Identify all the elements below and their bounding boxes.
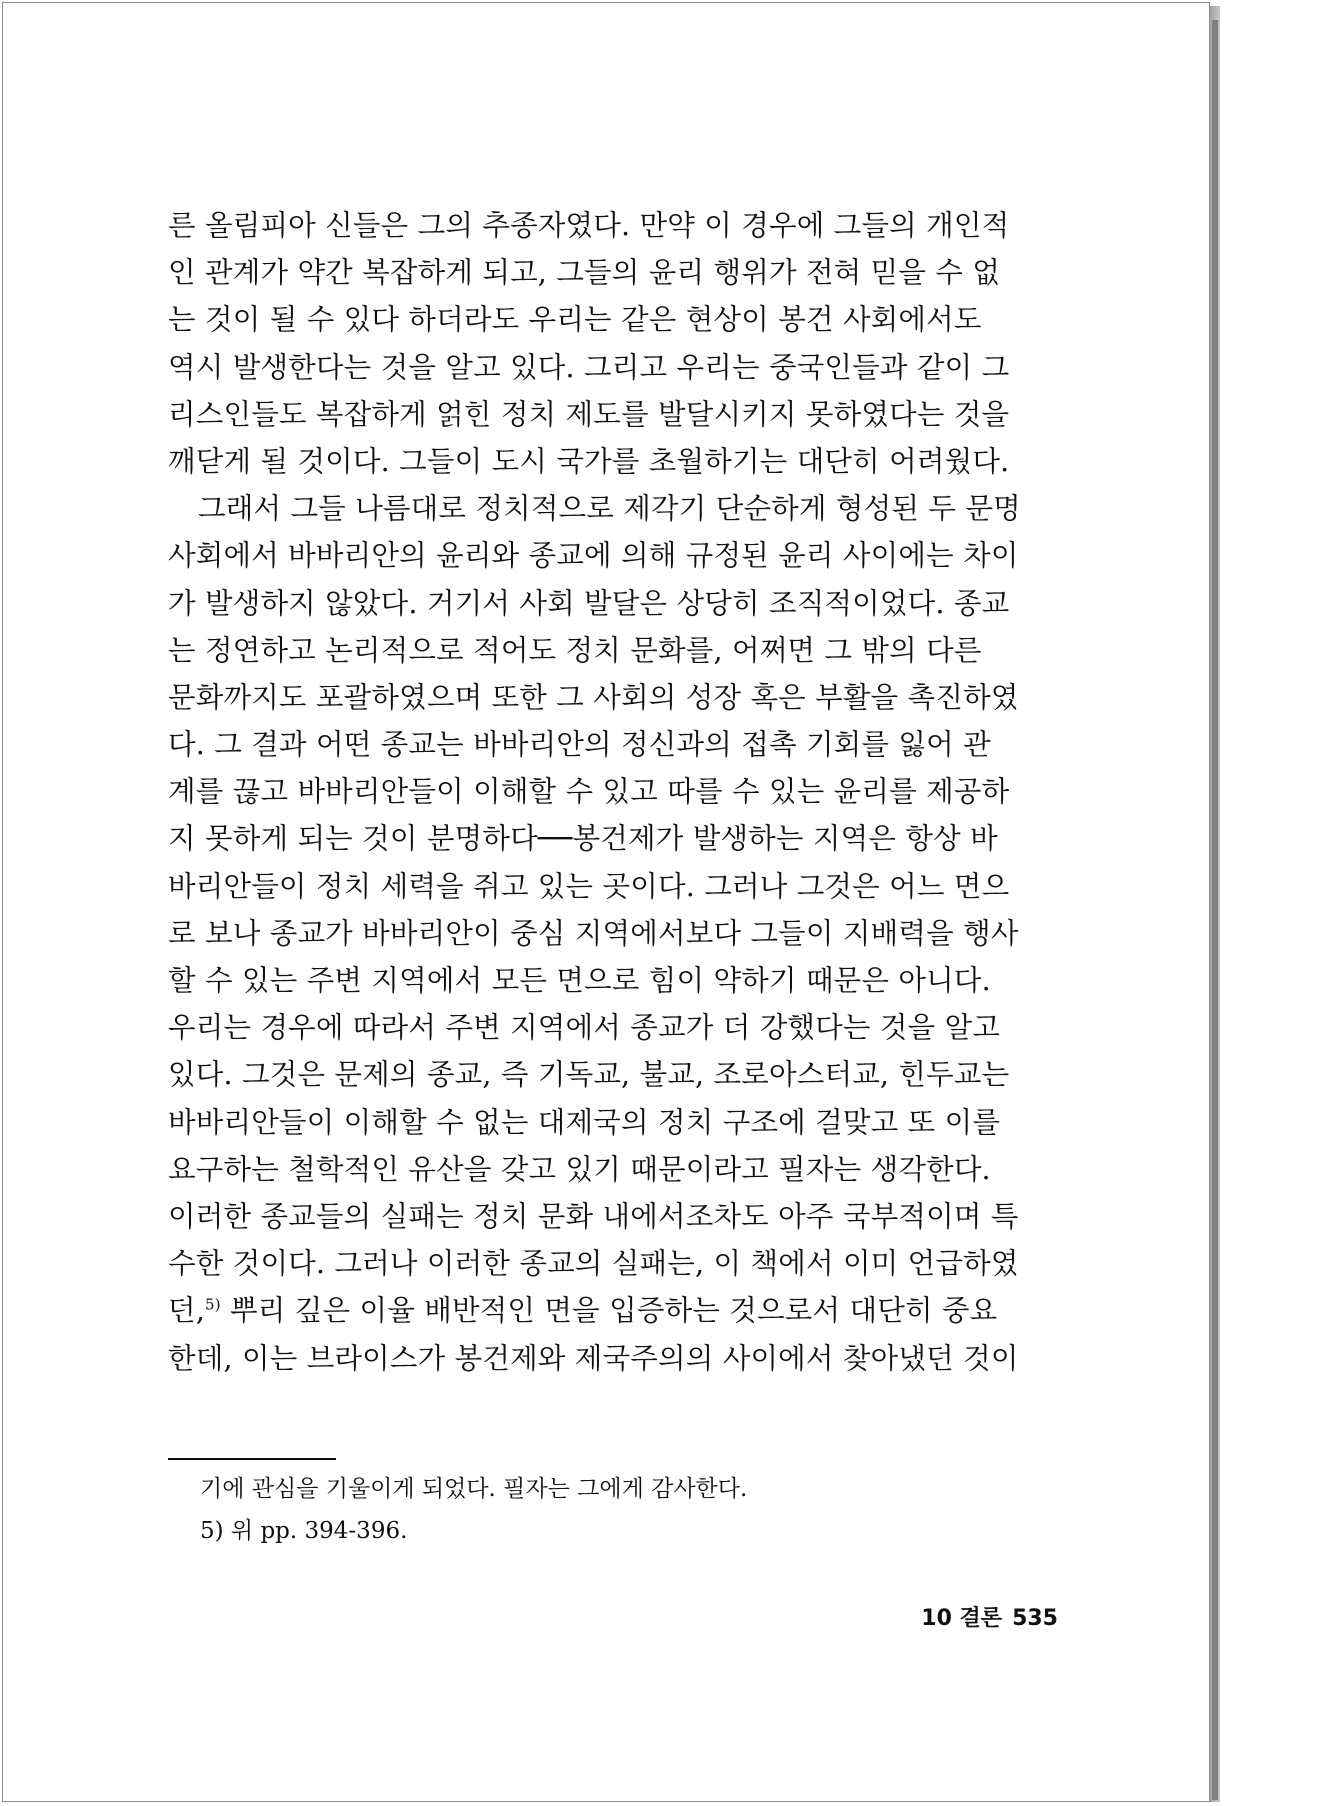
text-line: 바바리안들이 이해할 수 없는 대제국의 정치 구조에 걸맞고 또 이를 [168, 1105, 1001, 1139]
footnotes [200, 1468, 1060, 1552]
text-line: 른 올림피아 신들은 그의 추종자였다. 만약 이 경우에 그들의 개인적 [168, 209, 1010, 242]
text-line: 바리안들이 정치 세력을 쥐고 있는 곳이다. 그러나 그것은 어느 면으 [168, 869, 1010, 903]
text-fragment: 뿌리 깊은 이율 배반적인 면을 입증하는 것으로서 대단히 중요 [220, 1294, 998, 1328]
text-line: 인 관계가 약간 복잡하게 되고, 그들의 윤리 행위가 전혀 믿을 수 없 [168, 256, 1001, 290]
text-line: 요구하는 철학적인 유산을 갖고 있기 때문이라고 필자는 생각한다. [168, 1152, 991, 1186]
text-line: 할 수 있는 주변 지역에서 모든 면으로 힘이 약하기 때문은 아니다. [168, 964, 991, 997]
footnote-continuation: 기에 관심을 기울이게 되었다. 필자는 그에게 감사한다. [200, 1476, 748, 1502]
text-line: 는 것이 될 수 있다 하더라도 우리는 같은 현상이 봉건 사회에서도 [168, 303, 982, 337]
text-line: 계를 끊고 바바리안들이 이해할 수 있고 따를 수 있는 윤리를 제공하 [168, 775, 1010, 809]
text-line: 한데, 이는 브라이스가 봉건제와 제국주의의 사이에서 찾아냈던 것이 [168, 1341, 1019, 1375]
body-text [168, 202, 1054, 1382]
text-line: 지 못하게 되는 것이 분명하다──봉건제가 발생하는 지역은 항상 바 [168, 822, 998, 856]
text-line: 리스인들도 복잡하게 얽힌 정치 제도를 발달시키지 못하였다는 것을 [168, 397, 1010, 431]
text-line: 깨닫게 될 것이다. 그들이 도시 국가를 초월하기는 대단히 어려웠다. [168, 444, 1010, 478]
text-line-with-footnote-ref [168, 1287, 1054, 1334]
page-number: 535 [1012, 1606, 1058, 1631]
text-line: 있다. 그것은 문제의 종교, 즉 기독교, 불교, 조로아스터교, 힌두교는 [168, 1058, 1010, 1092]
text-line: 가 발생하지 않았다. 거기서 사회 발달은 상당히 조직적이었다. 종교 [168, 586, 1010, 620]
footnote-divider [168, 1458, 336, 1460]
footnote-5: 5) 위 pp. 394-396. [200, 1518, 408, 1544]
text-line: 다. 그 결과 어떤 종교는 바바리안의 정신과의 접촉 기회를 잃어 관 [168, 728, 991, 762]
text-line: 는 정연하고 논리적으로 적어도 정치 문화를, 어쩌면 그 밖의 다른 [168, 633, 982, 667]
text-line: 로 보나 종교가 바바리안이 중심 지역에서보다 그들이 지배력을 행사 [168, 916, 1019, 950]
text-line: 이러한 종교들의 실패는 정치 문화 내에서조차도 아주 국부적이며 특 [168, 1199, 1019, 1233]
text-fragment: 던, [168, 1294, 205, 1328]
text-line: 역시 발생한다는 것을 알고 있다. 그리고 우리는 중국인들과 같이 그 [168, 350, 1010, 384]
text-line: 사회에서 바바리안의 윤리와 종교에 의해 규정된 윤리 사이에는 차이 [168, 539, 1019, 573]
page-edge-line [1212, 20, 1218, 1800]
text-line: 수한 것이다. 그러나 이러한 종교의 실패는, 이 책에서 이미 언급하였 [168, 1247, 1019, 1281]
text-line: 문화까지도 포괄하였으며 또한 그 사회의 성장 혹은 부활을 촉진하였 [168, 680, 1019, 714]
text-line: 우리는 경우에 따라서 주변 지역에서 종교가 더 강했다는 것을 알고 [168, 1011, 1001, 1045]
footnote-ref[interactable]: 5) [205, 1295, 221, 1314]
page-footer [890, 1604, 1058, 1634]
chapter-label: 10 결론 [921, 1606, 1003, 1631]
paragraph-start-line: 그래서 그들 나름대로 정치적으로 제각기 단순하게 형성된 두 문명 [198, 492, 1021, 526]
